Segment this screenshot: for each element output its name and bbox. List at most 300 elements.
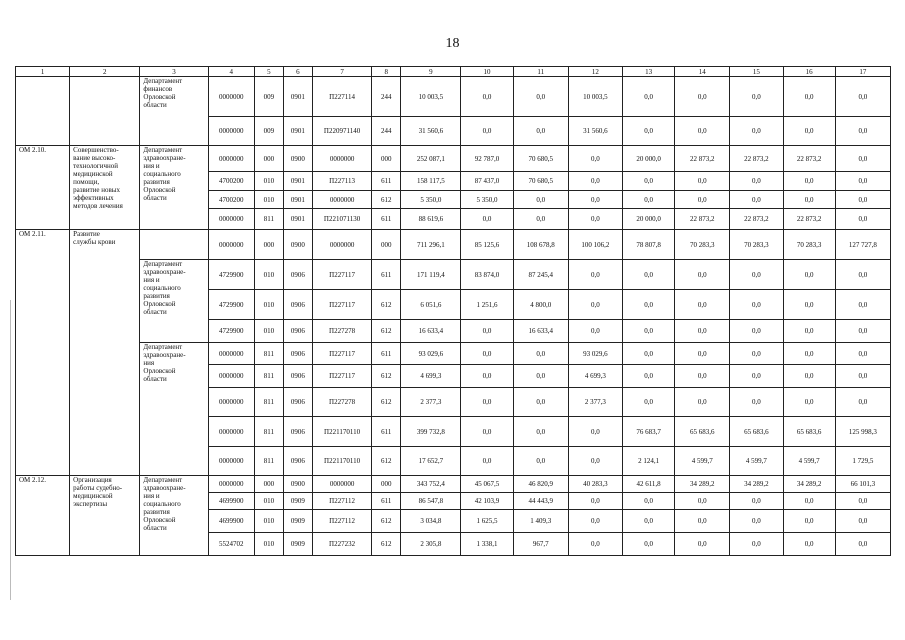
data-cell: 0000000 [208, 476, 254, 493]
data-cell: 0,0 [513, 343, 568, 365]
column-number: 15 [730, 67, 783, 77]
data-cell: 244 [372, 117, 401, 146]
data-cell: 42 103,9 [461, 493, 513, 510]
data-cell: 611 [372, 343, 401, 365]
table-row [16, 343, 891, 365]
data-cell: 0906 [283, 290, 312, 320]
data-cell: 86 547,8 [401, 493, 461, 510]
data-cell: 1 338,1 [461, 533, 513, 556]
data-cell: 0,0 [835, 365, 890, 388]
header-row [16, 67, 891, 77]
column-number: 4 [208, 67, 254, 77]
data-cell: 0,0 [568, 146, 622, 172]
data-cell: 0,0 [622, 365, 674, 388]
data-cell: 87 437,0 [461, 172, 513, 191]
data-cell: 0,0 [622, 77, 674, 117]
data-cell: 0,0 [835, 510, 890, 533]
data-cell: 0,0 [675, 533, 730, 556]
data-cell: 6 051,6 [401, 290, 461, 320]
data-cell: 0,0 [675, 260, 730, 290]
data-cell: 811 [254, 365, 283, 388]
data-cell: 0,0 [513, 365, 568, 388]
data-cell: 010 [254, 290, 283, 320]
data-cell: 0,0 [622, 260, 674, 290]
data-cell: 2 377,3 [401, 388, 461, 417]
data-cell: 0,0 [513, 388, 568, 417]
data-cell: П227117 [312, 290, 371, 320]
data-cell: 70 680,5 [513, 146, 568, 172]
data-cell: 0,0 [568, 533, 622, 556]
data-cell: 10 003,5 [401, 77, 461, 117]
data-cell: П221170110 [312, 447, 371, 476]
table-row [16, 77, 891, 117]
data-cell: 0,0 [513, 417, 568, 447]
data-cell: 0,0 [835, 320, 890, 343]
data-cell: 811 [254, 388, 283, 417]
data-cell: 0000000 [208, 146, 254, 172]
measure-code: ОМ 2.11. [16, 230, 70, 476]
data-cell: 000 [254, 476, 283, 493]
data-cell: 42 611,8 [622, 476, 674, 493]
data-cell: 0,0 [783, 493, 835, 510]
data-cell: 0,0 [730, 343, 783, 365]
data-cell: 0,0 [675, 320, 730, 343]
column-number: 14 [675, 67, 730, 77]
data-cell: 612 [372, 191, 401, 209]
data-cell: 78 807,8 [622, 230, 674, 260]
data-cell: 0,0 [568, 447, 622, 476]
data-cell: 0,0 [622, 510, 674, 533]
column-number: 6 [283, 67, 312, 77]
column-number: 10 [461, 67, 513, 77]
data-cell: 000 [372, 146, 401, 172]
data-cell: 45 067,5 [461, 476, 513, 493]
measure-name [70, 77, 140, 146]
data-cell: 0906 [283, 447, 312, 476]
data-cell: 65 683,6 [783, 417, 835, 447]
data-cell: 1 409,3 [513, 510, 568, 533]
data-cell: 0,0 [675, 388, 730, 417]
measure-code [16, 77, 70, 146]
data-cell: 65 683,6 [675, 417, 730, 447]
data-cell: 0000000 [208, 230, 254, 260]
data-cell: 0,0 [783, 260, 835, 290]
data-cell: 0,0 [513, 209, 568, 230]
data-cell: 0906 [283, 260, 312, 290]
data-cell: П227112 [312, 493, 371, 510]
data-cell: 0,0 [730, 320, 783, 343]
data-cell: 70 680,5 [513, 172, 568, 191]
data-cell: 0,0 [461, 209, 513, 230]
column-number: 17 [835, 67, 890, 77]
data-cell: П220971140 [312, 117, 371, 146]
department-name: Департамент здравоохране- ния Орловской области [140, 343, 208, 476]
data-cell: 611 [372, 493, 401, 510]
data-cell: 811 [254, 343, 283, 365]
data-cell: 0900 [283, 146, 312, 172]
data-cell: 612 [372, 388, 401, 417]
column-number: 13 [622, 67, 674, 77]
data-cell: 158 117,5 [401, 172, 461, 191]
data-cell: 5 350,0 [401, 191, 461, 209]
data-cell: 0,0 [461, 388, 513, 417]
data-cell: 612 [372, 533, 401, 556]
data-cell: 0909 [283, 493, 312, 510]
data-cell: 612 [372, 290, 401, 320]
measure-name: Развитие службы крови [70, 230, 140, 476]
data-cell: 010 [254, 191, 283, 209]
data-cell: 0,0 [783, 290, 835, 320]
data-cell: 0,0 [730, 388, 783, 417]
data-cell: 0901 [283, 172, 312, 191]
data-cell: 0,0 [783, 510, 835, 533]
data-cell: 93 029,6 [401, 343, 461, 365]
data-cell: 22 873,2 [730, 209, 783, 230]
data-cell: 000 [254, 230, 283, 260]
data-cell: 70 283,3 [675, 230, 730, 260]
data-cell: 2 124,1 [622, 447, 674, 476]
data-cell: 0,0 [783, 343, 835, 365]
data-cell: 010 [254, 260, 283, 290]
data-cell: 0,0 [835, 493, 890, 510]
data-cell: 125 998,3 [835, 417, 890, 447]
column-number: 12 [568, 67, 622, 77]
budget-table [15, 66, 891, 556]
data-cell: 65 683,6 [730, 417, 783, 447]
column-number: 9 [401, 67, 461, 77]
data-cell: 20 000,0 [622, 209, 674, 230]
department-name: Департамент здравоохране- ния и социального развития Орловской области [140, 260, 208, 343]
column-number: 5 [254, 67, 283, 77]
data-cell: 87 245,4 [513, 260, 568, 290]
data-cell: 100 106,2 [568, 230, 622, 260]
data-cell: 0,0 [568, 510, 622, 533]
data-cell: П221170110 [312, 417, 371, 447]
data-cell: 0,0 [783, 77, 835, 117]
measure-code: ОМ 2.12. [16, 476, 70, 556]
data-cell: 22 873,2 [783, 146, 835, 172]
data-cell: 0,0 [675, 493, 730, 510]
data-cell: 611 [372, 172, 401, 191]
data-cell: 10 003,5 [568, 77, 622, 117]
data-cell: 16 633,4 [401, 320, 461, 343]
data-cell: 0,0 [675, 510, 730, 533]
data-cell: 22 873,2 [783, 209, 835, 230]
data-cell: 0,0 [835, 260, 890, 290]
data-cell: 0000000 [312, 476, 371, 493]
data-cell: 0000000 [208, 209, 254, 230]
data-cell: 0,0 [461, 117, 513, 146]
data-cell: 0,0 [461, 320, 513, 343]
data-cell: 0,0 [783, 320, 835, 343]
data-cell: 20 000,0 [622, 146, 674, 172]
data-cell: 0,0 [568, 417, 622, 447]
data-cell: 4699900 [208, 493, 254, 510]
data-cell: 4729900 [208, 320, 254, 343]
data-cell: 0,0 [513, 191, 568, 209]
column-number: 16 [783, 67, 835, 77]
data-cell: 010 [254, 320, 283, 343]
data-cell: 0906 [283, 417, 312, 447]
data-cell: 0000000 [208, 117, 254, 146]
data-cell: 0901 [283, 117, 312, 146]
data-cell: 0900 [283, 230, 312, 260]
column-number: 8 [372, 67, 401, 77]
data-cell: 0,0 [730, 260, 783, 290]
data-cell: 0,0 [835, 209, 890, 230]
data-cell: 0,0 [835, 290, 890, 320]
data-cell: П227112 [312, 510, 371, 533]
data-cell: 0,0 [568, 191, 622, 209]
data-cell: 0000000 [208, 388, 254, 417]
data-cell: 0,0 [513, 117, 568, 146]
data-cell: 0,0 [730, 510, 783, 533]
data-cell: 0,0 [568, 320, 622, 343]
data-cell: 66 101,3 [835, 476, 890, 493]
data-cell: 0000000 [208, 447, 254, 476]
data-cell: 4 699,3 [401, 365, 461, 388]
data-cell: 2 305,8 [401, 533, 461, 556]
table-row [16, 146, 891, 172]
data-cell: 22 873,2 [730, 146, 783, 172]
department-name [140, 230, 208, 260]
column-number: 3 [140, 67, 208, 77]
data-cell: 4 699,3 [568, 365, 622, 388]
page-number: 18 [445, 36, 460, 51]
data-cell: 0906 [283, 320, 312, 343]
data-cell: 4 599,7 [783, 447, 835, 476]
data-cell: 40 283,3 [568, 476, 622, 493]
data-cell: 0,0 [783, 172, 835, 191]
data-cell: 31 560,6 [568, 117, 622, 146]
data-cell: 4 800,0 [513, 290, 568, 320]
data-cell: 0,0 [783, 388, 835, 417]
data-cell: 0,0 [513, 447, 568, 476]
data-cell: 0,0 [461, 77, 513, 117]
column-number: 2 [70, 67, 140, 77]
data-cell: 92 787,0 [461, 146, 513, 172]
data-cell: 0,0 [513, 77, 568, 117]
data-cell: 0,0 [835, 388, 890, 417]
data-cell: 611 [372, 260, 401, 290]
data-cell: 0901 [283, 77, 312, 117]
data-cell: 0,0 [622, 290, 674, 320]
data-cell: 0000000 [208, 417, 254, 447]
data-cell: 0,0 [730, 117, 783, 146]
data-cell: 612 [372, 320, 401, 343]
data-cell: 0,0 [783, 191, 835, 209]
data-cell: 009 [254, 77, 283, 117]
data-cell: 0000000 [208, 343, 254, 365]
data-cell: 0,0 [568, 209, 622, 230]
data-cell: 34 289,2 [783, 476, 835, 493]
data-cell: 34 289,2 [675, 476, 730, 493]
data-cell: 612 [372, 447, 401, 476]
data-cell: 0,0 [461, 343, 513, 365]
data-cell: 0,0 [835, 117, 890, 146]
data-cell: 22 873,2 [675, 146, 730, 172]
data-cell: 0900 [283, 476, 312, 493]
data-cell: 0,0 [730, 493, 783, 510]
data-cell: 244 [372, 77, 401, 117]
data-cell: 0,0 [675, 290, 730, 320]
data-cell: 4 599,7 [675, 447, 730, 476]
data-cell: 0,0 [835, 77, 890, 117]
data-cell: 4699900 [208, 510, 254, 533]
data-cell: 1 729,5 [835, 447, 890, 476]
data-cell: 0909 [283, 533, 312, 556]
data-cell: 16 633,4 [513, 320, 568, 343]
data-cell: 3 034,8 [401, 510, 461, 533]
data-cell: 0,0 [783, 117, 835, 146]
data-cell: 17 652,7 [401, 447, 461, 476]
data-cell: 0,0 [622, 191, 674, 209]
data-cell: 0,0 [461, 447, 513, 476]
data-cell: 0,0 [835, 172, 890, 191]
department-name: Департамент финансов Орловской области [140, 77, 208, 146]
data-cell: 612 [372, 365, 401, 388]
data-cell: 1 251,6 [461, 290, 513, 320]
data-cell: 0,0 [675, 191, 730, 209]
data-cell: П227278 [312, 388, 371, 417]
data-cell: 83 874,0 [461, 260, 513, 290]
data-cell: 2 377,3 [568, 388, 622, 417]
data-cell: 399 732,8 [401, 417, 461, 447]
total-row [16, 476, 891, 493]
data-cell: 5 350,0 [461, 191, 513, 209]
data-cell: 0,0 [675, 343, 730, 365]
data-cell: 0,0 [730, 172, 783, 191]
data-cell: 000 [254, 146, 283, 172]
table-row [16, 260, 891, 290]
data-cell: П227117 [312, 365, 371, 388]
data-cell: 44 443,9 [513, 493, 568, 510]
data-cell: 70 283,3 [730, 230, 783, 260]
data-cell: 0909 [283, 510, 312, 533]
data-cell: 88 619,6 [401, 209, 461, 230]
data-cell: 0906 [283, 343, 312, 365]
data-cell: 0,0 [622, 320, 674, 343]
data-cell: 0,0 [730, 365, 783, 388]
data-cell: 4700200 [208, 172, 254, 191]
data-cell: 0,0 [675, 117, 730, 146]
data-cell: 0,0 [568, 260, 622, 290]
data-cell: 0000000 [312, 146, 371, 172]
total-row [16, 230, 891, 260]
data-cell: 010 [254, 533, 283, 556]
data-cell: 0,0 [622, 343, 674, 365]
data-cell: 0901 [283, 191, 312, 209]
data-cell: П227232 [312, 533, 371, 556]
data-cell: 31 560,6 [401, 117, 461, 146]
data-cell: 0,0 [568, 493, 622, 510]
data-cell: 0,0 [568, 172, 622, 191]
data-cell: 0,0 [622, 493, 674, 510]
data-cell: 000 [372, 230, 401, 260]
data-cell: 5524702 [208, 533, 254, 556]
data-cell: 0901 [283, 209, 312, 230]
data-cell: 93 029,6 [568, 343, 622, 365]
data-cell: 0000000 [208, 77, 254, 117]
data-cell: 4729900 [208, 290, 254, 320]
data-cell: 0,0 [730, 290, 783, 320]
data-cell: 252 087,1 [401, 146, 461, 172]
data-cell: 010 [254, 493, 283, 510]
data-cell: 0,0 [835, 343, 890, 365]
data-cell: 70 283,3 [783, 230, 835, 260]
data-cell: 0,0 [783, 365, 835, 388]
data-cell: 811 [254, 447, 283, 476]
data-cell: 0000000 [208, 365, 254, 388]
data-cell: 967,7 [513, 533, 568, 556]
data-cell: 0,0 [622, 388, 674, 417]
data-cell: 009 [254, 117, 283, 146]
data-cell: П227278 [312, 320, 371, 343]
data-cell: 0,0 [461, 365, 513, 388]
data-cell: 4 599,7 [730, 447, 783, 476]
data-cell: 22 873,2 [675, 209, 730, 230]
measure-name: Совершенство- вание высоко- технологичной медицинской помощи, развитие новых эффективных методов лечения [70, 146, 140, 230]
data-cell: 127 727,8 [835, 230, 890, 260]
data-cell: 0,0 [622, 172, 674, 191]
data-cell: 611 [372, 209, 401, 230]
data-cell: 0000000 [312, 191, 371, 209]
data-cell: П227117 [312, 260, 371, 290]
column-number: 1 [16, 67, 70, 77]
data-cell: 1 625,5 [461, 510, 513, 533]
data-cell: 4729900 [208, 260, 254, 290]
measure-name: Организация работы судебно- медицинской экспертизы [70, 476, 140, 556]
measure-code: ОМ 2.10. [16, 146, 70, 230]
data-cell: 4700200 [208, 191, 254, 209]
data-cell: П221071130 [312, 209, 371, 230]
data-cell: 010 [254, 172, 283, 191]
data-cell: 0,0 [783, 533, 835, 556]
data-cell: 000 [372, 476, 401, 493]
data-cell: 0,0 [730, 533, 783, 556]
data-cell: 0,0 [675, 77, 730, 117]
department-name: Департамент здравоохране- ния и социального развития Орловской области [140, 146, 208, 230]
margin-line [10, 300, 11, 600]
column-number: 7 [312, 67, 371, 77]
data-cell: 811 [254, 209, 283, 230]
data-cell: 171 119,4 [401, 260, 461, 290]
data-cell: П227114 [312, 77, 371, 117]
data-cell: 811 [254, 417, 283, 447]
data-cell: 0906 [283, 388, 312, 417]
data-cell: 0906 [283, 365, 312, 388]
data-cell: 0,0 [835, 191, 890, 209]
data-cell: 46 820,9 [513, 476, 568, 493]
data-cell: П227117 [312, 343, 371, 365]
data-cell: 76 683,7 [622, 417, 674, 447]
data-cell: 34 289,2 [730, 476, 783, 493]
data-cell: 0,0 [461, 417, 513, 447]
data-cell: 343 752,4 [401, 476, 461, 493]
data-cell: 0,0 [622, 117, 674, 146]
data-cell: 0,0 [568, 290, 622, 320]
data-cell: 0000000 [312, 230, 371, 260]
data-cell: 0,0 [622, 533, 674, 556]
column-number: 11 [513, 67, 568, 77]
data-cell: 0,0 [835, 533, 890, 556]
department-name: Департамент здравоохране- ния и социального развития Орловской области [140, 476, 208, 556]
data-cell: 0,0 [730, 191, 783, 209]
data-cell: 611 [372, 417, 401, 447]
data-cell: 0,0 [730, 77, 783, 117]
data-cell: 0,0 [675, 172, 730, 191]
data-cell: 85 125,6 [461, 230, 513, 260]
